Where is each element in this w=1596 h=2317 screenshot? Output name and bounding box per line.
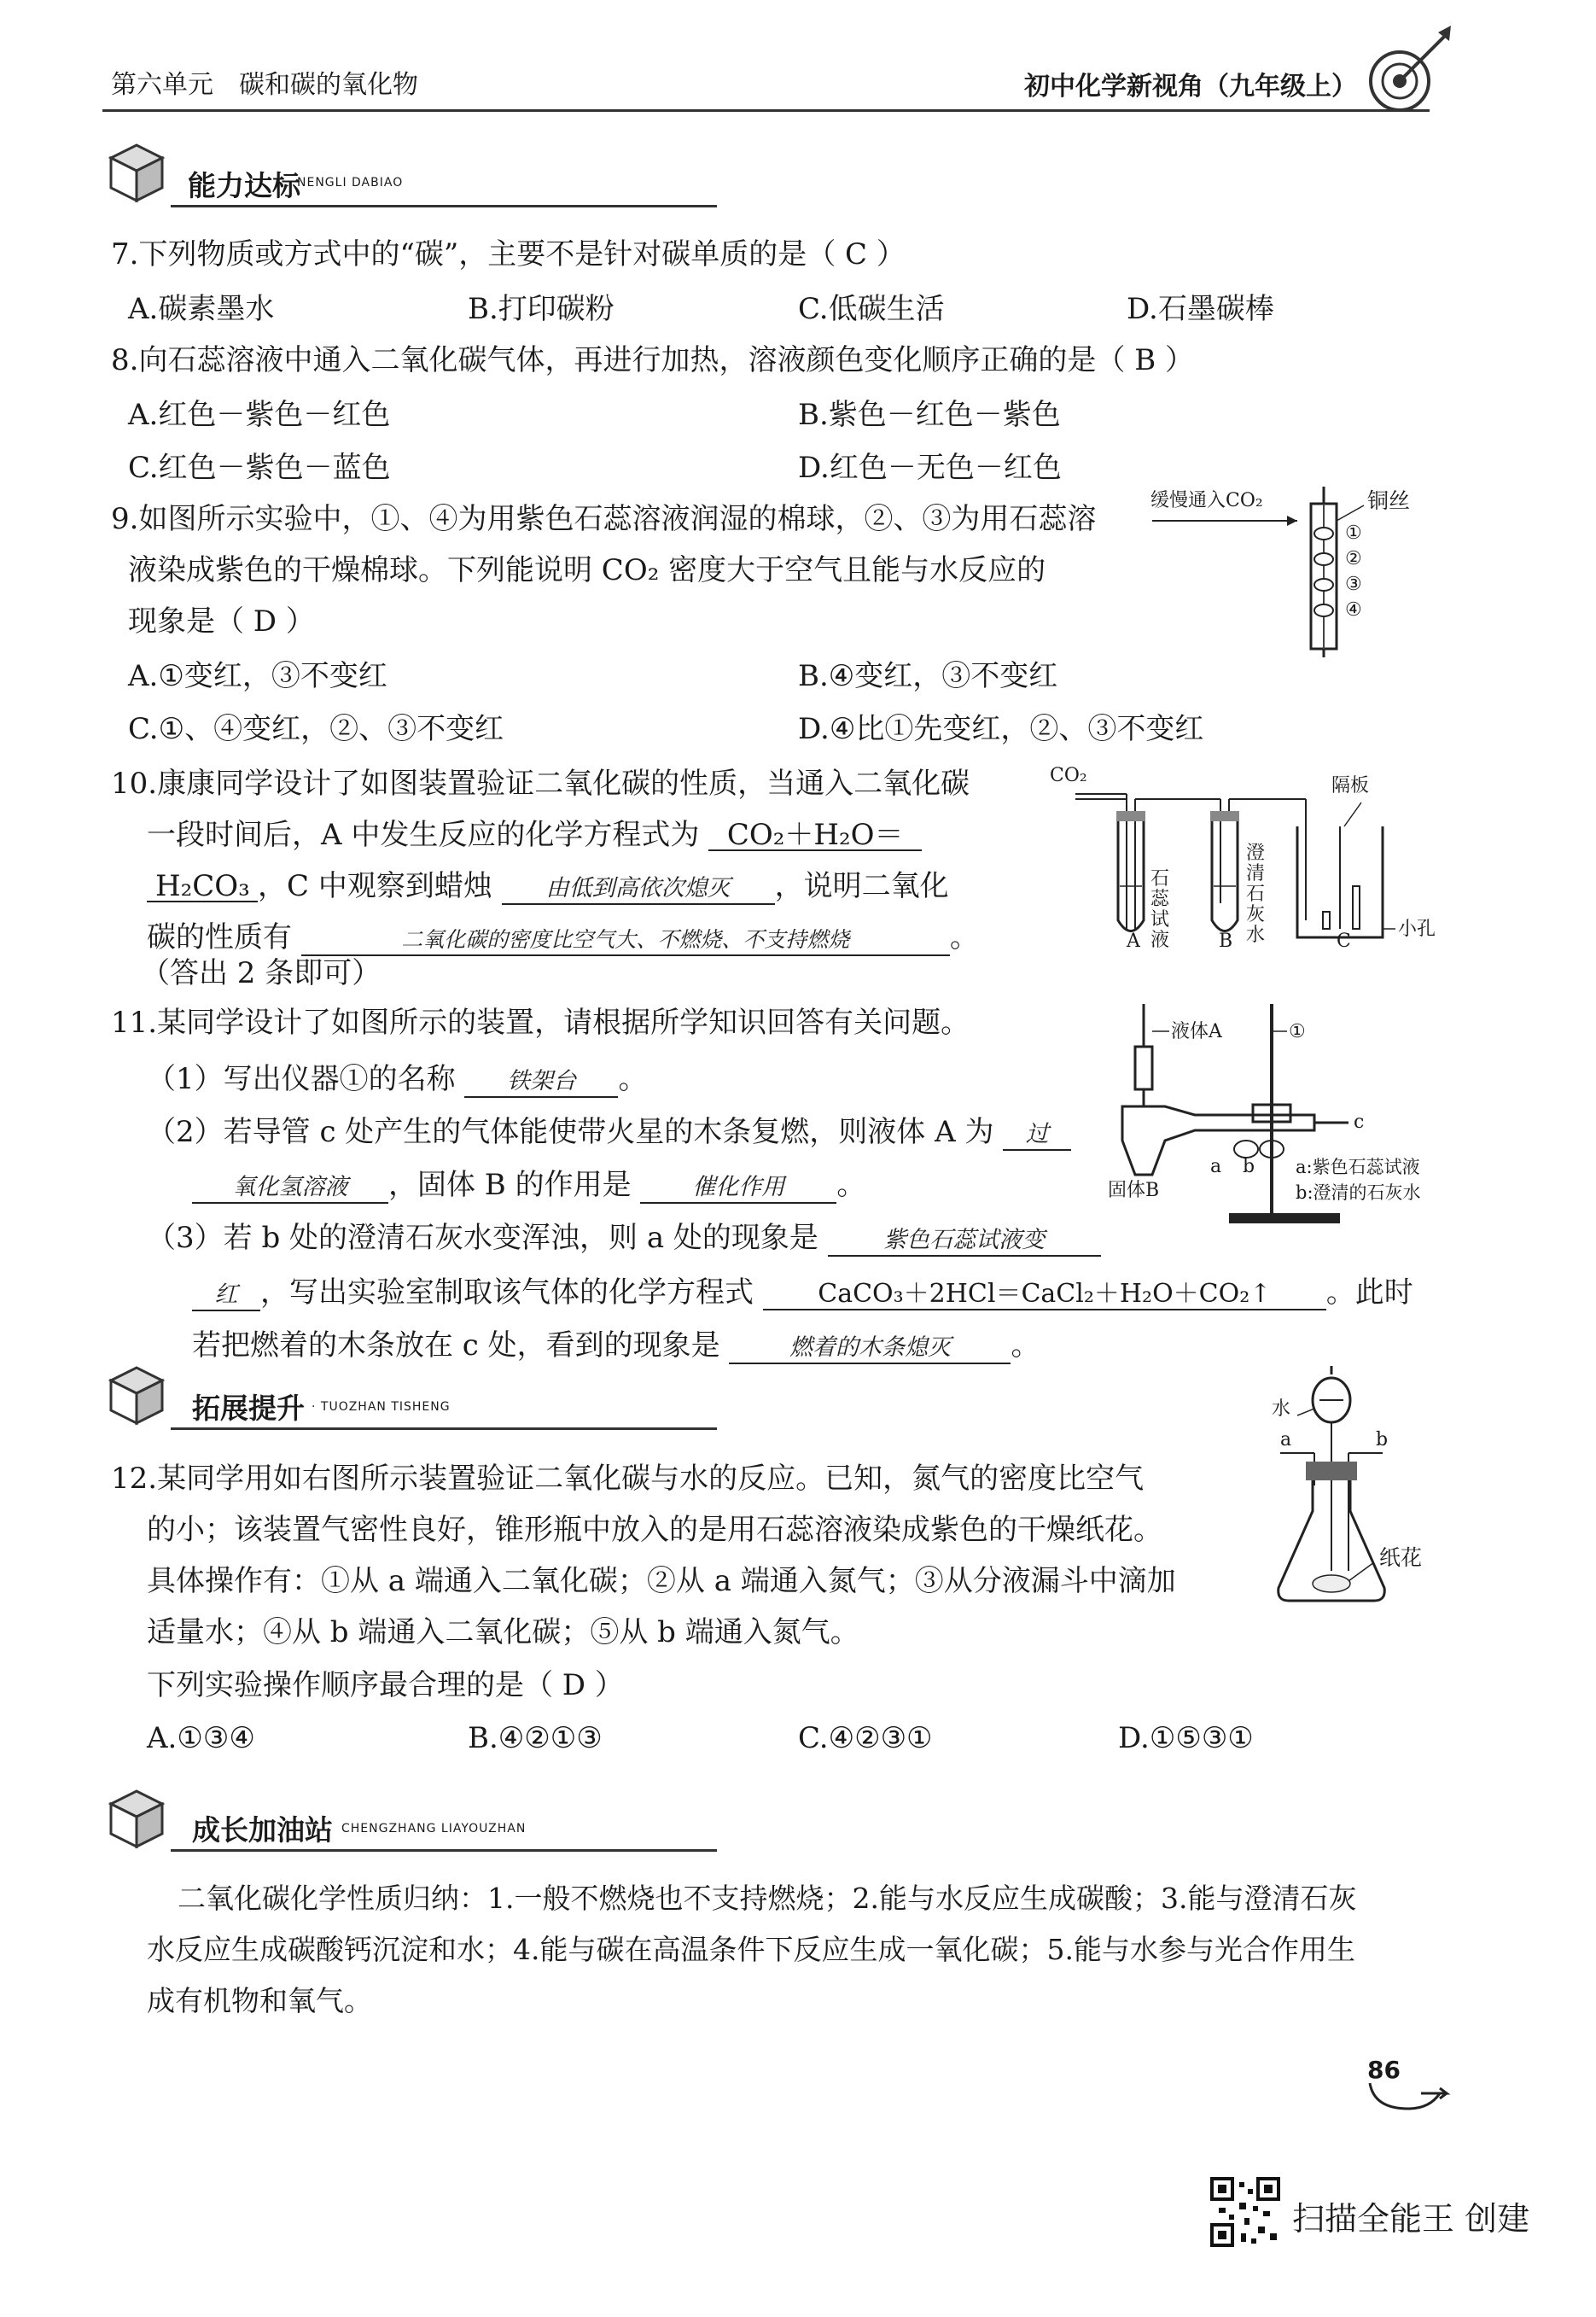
q11-part2-cont: [192, 1168, 865, 1204]
q11-answer-solid-role: 催化作用: [640, 1173, 836, 1204]
q11-answer-liquid-1: 过: [1003, 1120, 1071, 1151]
q11-part2-tail: 。: [836, 1168, 866, 1202]
q11-part1-text: （1）写出仪器①的名称: [147, 1062, 456, 1096]
section-title-ability: 能力达标: [188, 169, 300, 202]
q7-option-b: B.打印碳粉: [468, 292, 615, 326]
q11-stem: 11.某同学设计了如图所示的装置，请根据所学知识回答有关问题。: [111, 1006, 970, 1040]
q11-fig-one-label: ①: [1289, 1021, 1306, 1042]
qr-code-icon: [1210, 2177, 1280, 2247]
q12-fig-paper-label: 纸花: [1379, 1545, 1423, 1570]
q9-option-c: C.①、④变红，②、③不变红: [128, 712, 504, 746]
q10-fig-label-b: B: [1219, 931, 1233, 952]
cube-icon: [102, 1783, 171, 1851]
page-arrow-icon: [1361, 2049, 1455, 2117]
q9-fig-ball-4: ④: [1345, 599, 1362, 621]
q10-fig-label-c: C: [1337, 931, 1351, 952]
cube-icon: [102, 1359, 171, 1427]
summary-line3: 成有机物和氧气。: [147, 1984, 372, 2017]
q11-part3: [147, 1221, 1101, 1257]
q7-option-c: C.低碳生活: [798, 292, 945, 326]
q9-fig-ball-2: ②: [1345, 548, 1362, 569]
q11-part3-tail: 。此时: [1325, 1275, 1413, 1310]
summary-line1: 二氧化碳化学性质归纳：1.一般不燃烧也不支持燃烧；2.能与水反应生成碳酸；3.能与澄清石灰: [178, 1882, 1357, 1915]
q10-fig-co2-label: CO₂: [1050, 765, 1087, 786]
q11-part3-end: 。: [1011, 1328, 1040, 1363]
q9-figure: [1144, 487, 1434, 657]
q11-part3-text: （3）若 b 处的澄清石灰水变浑浊，则 a 处的现象是: [147, 1221, 818, 1255]
q9-fig-ball-1: ①: [1345, 522, 1362, 544]
target-logo-icon: [1348, 17, 1468, 120]
section-rule: [171, 1427, 717, 1430]
q10-line5: （答出 2 条即可）: [141, 956, 382, 990]
q10-line4-text: 碳的性质有: [147, 920, 292, 954]
q11-fig-liquid-label: 液体A: [1171, 1021, 1222, 1042]
q11-part3-cont: [192, 1275, 1413, 1311]
q9-option-a: A.①变红，③不变红: [128, 659, 387, 693]
q10-line4: [147, 920, 979, 956]
q10-answer-equation-1: CO₂＋H₂O＝: [708, 820, 922, 851]
q9-option-d: D.④比①先变红，②、③不变红: [798, 712, 1204, 746]
q8-option-b: B.紫色－红色－紫色: [798, 398, 1061, 432]
q7-stem: 7.下列物质或方式中的“碳”，主要不是针对碳单质的是（ C ）: [111, 237, 906, 271]
section-rule: [171, 1849, 717, 1852]
q12-line5: 下列实验操作顺序最合理的是（ D ）: [147, 1668, 624, 1702]
section-title-growth: 成长加油站: [192, 1813, 333, 1847]
header-rule: [102, 109, 1430, 112]
q10-fig-limewater-label: 澄清石灰水: [1246, 843, 1266, 946]
header-book-title: 初中化学新视角（九年级上）: [1024, 72, 1357, 102]
section-subtitle-ability: NENGLI DABIAO: [297, 176, 404, 190]
q11-part1: [147, 1062, 647, 1098]
q8-stem: 8.向石蕊溶液中通入二氧化碳气体，再进行加热，溶液颜色变化顺序正确的是（ B ）: [111, 343, 1195, 377]
q9-line1: 9.如图所示实验中，①、④为用紫色石蕊溶液润湿的棉球，②、③为用石蕊溶: [111, 502, 1097, 536]
q12-figure: [1263, 1357, 1451, 1614]
q11-answer-liquid-2: 氧化氢溶液: [192, 1173, 388, 1204]
q11-fig-note-b: b:澄清的石灰水: [1296, 1182, 1421, 1203]
q10-line3-tail: ，说明二氧化: [774, 869, 949, 903]
q12-option-b: B.④②①③: [468, 1721, 603, 1755]
header-unit: 第六单元 碳和碳的氧化物: [111, 70, 418, 100]
q10-line3-text: ，C 中观察到蜡烛: [258, 869, 492, 903]
q11-fig-b-label: b: [1243, 1156, 1255, 1177]
q10-fig-label-a: A: [1127, 931, 1140, 952]
q9-line2: 液染成紫色的干燥棉球。下列能说明 CO₂ 密度大于空气且能与水反应的: [128, 553, 1046, 587]
q11-answer-c-phenomenon: 燃着的木条熄灭: [729, 1334, 1011, 1364]
q9-fig-ball-3: ③: [1345, 574, 1362, 595]
q10-fig-baffle-label: 隔板: [1331, 775, 1370, 797]
q11-fig-a-label: a: [1210, 1156, 1222, 1177]
q12-line2: 的小；该装置气密性良好，锥形瓶中放入的是用石蕊溶液染成紫色的干燥纸花。: [147, 1513, 1162, 1547]
q12-line4: 适量水；④从 b 端通入二氧化碳；⑤从 b 端通入氮气。: [147, 1615, 859, 1649]
q11-fig-solid-label: 固体B: [1108, 1180, 1160, 1201]
summary-line2: 水反应生成碳酸钙沉淀和水；4.能与碳在高温条件下反应生成一氧化碳；5.能与水参与光合作用生: [147, 1933, 1355, 1966]
q8-option-a: A.红色－紫色－红色: [128, 398, 391, 432]
q11-part2: [147, 1115, 1071, 1151]
q12-fig-water-label: 水: [1272, 1398, 1291, 1420]
q12-fig-b-label: b: [1376, 1429, 1389, 1450]
q12-fig-a-label: a: [1280, 1429, 1292, 1450]
page-number: 86: [1367, 2056, 1401, 2084]
q11-part3-mid: ，写出实验室制取该气体的化学方程式: [260, 1275, 754, 1310]
section-rule: [171, 205, 717, 207]
q7-option-a: A.碳素墨水: [128, 292, 275, 326]
q11-answer-instrument: 铁架台: [464, 1067, 618, 1098]
q10-line2: [147, 818, 922, 852]
q11-answer-a-phenomenon-1: 紫色石蕊试液变: [828, 1226, 1101, 1257]
q12-line1: 12.某同学用如右图所示装置验证二氧化碳与水的反应。已知，氮气的密度比空气: [111, 1462, 1145, 1496]
q10-answer-equation-2: H₂CO₃: [147, 872, 258, 902]
q10-line2-text: 一段时间后，A 中发生反应的化学方程式为: [147, 818, 700, 852]
q11-fig-note-a: a:紫色石蕊试液: [1296, 1157, 1420, 1177]
q12-option-c: C.④②③①: [798, 1721, 933, 1755]
section-subtitle-extension: · TUOZHAN TISHENG: [312, 1400, 451, 1414]
q11-part1-tail: 。: [618, 1062, 648, 1096]
q11-part2-mid: ，固体 B 的作用是: [388, 1168, 632, 1202]
q10-fig-litmus-label: 石蕊试液: [1150, 868, 1170, 951]
q11-fig-c-label: c: [1354, 1112, 1365, 1133]
q11-answer-a-phenomenon-2: 红: [192, 1281, 260, 1311]
q10-answer-properties: 二氧化碳的密度比空气大、不燃烧、不支持燃烧: [301, 925, 950, 956]
q9-fig-wire-label: 铜丝: [1367, 488, 1411, 513]
q9-fig-arrow-label: 缓慢通入CO₂: [1150, 490, 1263, 511]
q11-answer-equation: CaCO₃＋2HCl＝CaCl₂＋H₂O＋CO₂↑: [763, 1280, 1326, 1310]
q12-option-d: D.①⑤③①: [1118, 1721, 1254, 1755]
section-title-extension: 拓展提升: [192, 1392, 305, 1425]
q12-line3: 具体操作有：①从 a 端通入二氧化碳；②从 a 端通入氮气；③从分液漏斗中滴加: [147, 1564, 1176, 1598]
q10-line1: 10.康康同学设计了如图装置验证二氧化碳的性质，当通入二氧化碳: [111, 767, 970, 801]
scanner-watermark: 扫描全能王 创建: [1292, 2200, 1530, 2238]
q9-line3: 现象是（ D ）: [128, 604, 315, 639]
q10-line3: [147, 869, 949, 905]
q7-option-d: D.石墨碳棒: [1127, 292, 1274, 326]
q10-figure: [1050, 758, 1434, 954]
q11-part2-text: （2）若导管 c 处产生的气体能使带火星的木条复燃，则液体 A 为: [147, 1115, 994, 1149]
q12-option-a: A.①③④: [147, 1721, 255, 1755]
section-subtitle-growth: CHENGZHANG LIAYOUZHAN: [341, 1822, 527, 1836]
q9-option-b: B.④变红，③不变红: [798, 659, 1058, 693]
q8-option-c: C.红色－紫色－蓝色: [128, 451, 391, 485]
cube-icon: [102, 137, 171, 205]
q11-part3-last: [192, 1328, 1040, 1364]
q11-part3-last-text: 若把燃着的木条放在 c 处，看到的现象是: [192, 1328, 720, 1363]
q10-answer-candle: 由低到高依次熄灭: [502, 874, 775, 905]
q10-line4-tail: 。: [949, 920, 979, 954]
q11-figure: [1101, 995, 1442, 1243]
q10-fig-hole-label: 小孔: [1398, 919, 1436, 940]
q8-option-d: D.红色－无色－红色: [798, 451, 1062, 485]
